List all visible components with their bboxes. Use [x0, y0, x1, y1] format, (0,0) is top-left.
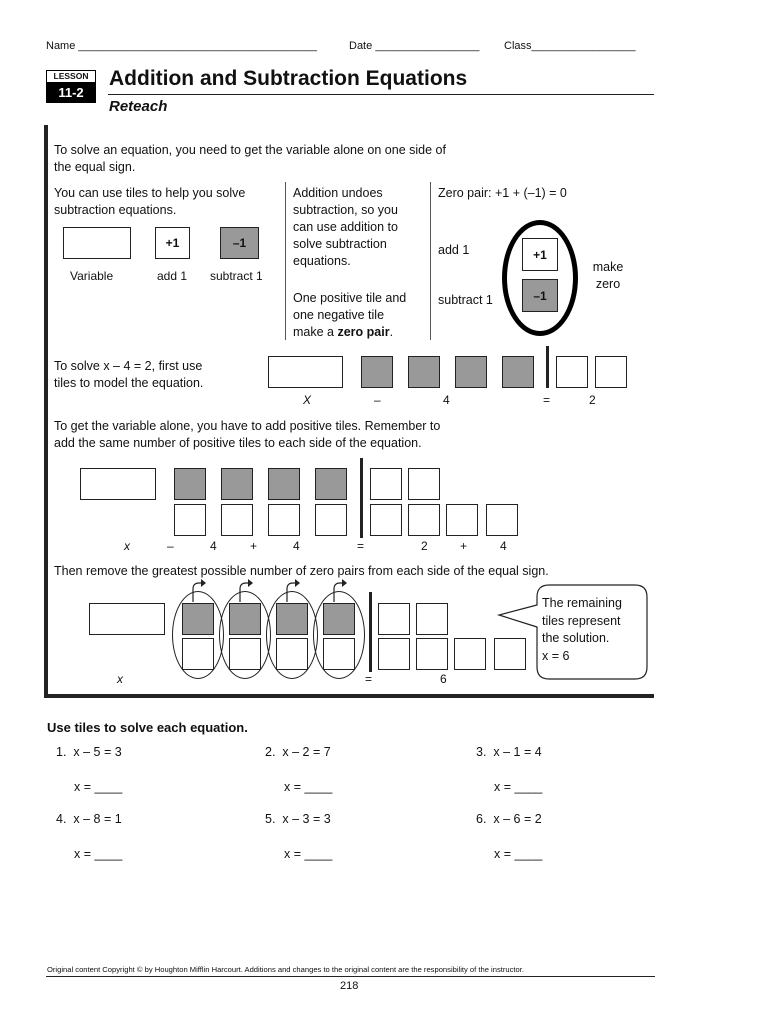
variable-label: Variable: [70, 269, 114, 283]
variable-tile: [63, 227, 131, 259]
box-bottom-border: [44, 694, 654, 698]
zero-pair-equation: Zero pair: +1 + (–1) = 0: [438, 186, 567, 200]
negative-tile: [174, 468, 206, 500]
step1-label: –: [374, 393, 381, 407]
page-title: Addition and Subtraction Equations: [109, 67, 468, 90]
tiles-explanation: You can use tiles to help you solve subtraction equations.: [54, 186, 246, 217]
step2-label: x: [124, 539, 130, 553]
zero-pair-text: One positive tile and one negative tile make a zero pair.: [293, 291, 407, 339]
box-left-border: [44, 125, 48, 697]
column-divider: [430, 182, 431, 340]
callout-text: The remaining tiles represent the solution. x = 6: [542, 596, 622, 663]
negative-tile: –1: [522, 279, 558, 312]
step2-text: To get the variable alone, you have to add positive tiles. Remember to add the same number of positive tiles to each side of the equation.: [54, 419, 441, 450]
step1-label: 4: [443, 393, 450, 407]
answer-blank[interactable]: x = ____: [284, 780, 333, 794]
step2-label: +: [460, 539, 468, 553]
positive-tile: [315, 504, 347, 536]
class-line: Class_________________: [504, 40, 636, 52]
column-divider: [285, 182, 286, 340]
variable-tile: [89, 603, 165, 635]
positive-tile: [408, 504, 440, 536]
positive-tile: [416, 603, 448, 635]
positive-tile: [556, 356, 588, 388]
title-rule: [108, 94, 654, 95]
positive-tile: [454, 638, 486, 670]
answer-blank[interactable]: x = ____: [494, 780, 543, 794]
equal-bar: [369, 592, 372, 672]
step1-text: To solve x – 4 = 2, first use tiles to model the equation.: [54, 359, 204, 390]
zero-pair-circle: [313, 591, 365, 679]
step2-label: +: [250, 539, 258, 553]
exercise-item: 5. x – 3 = 3: [265, 812, 331, 826]
exercise-item: 6. x – 6 = 2: [476, 812, 542, 826]
step2-label: 4: [500, 539, 507, 553]
exercise-item: 1. x – 5 = 3: [56, 745, 122, 759]
intro-text: To solve an equation, you need to get the variable alone on one side of the equal sign.: [54, 143, 446, 174]
step3-text: Then remove the greatest possible number of zero pairs from each side of the equal sign.: [54, 564, 549, 578]
zero-pair-circle: [219, 591, 271, 679]
step1-label: X: [303, 393, 312, 407]
positive-tile: +1: [155, 227, 190, 259]
positive-tile: [370, 504, 402, 536]
positive-tile: [268, 504, 300, 536]
exercise-item: 3. x – 1 = 4: [476, 745, 542, 759]
equal-bar: [360, 458, 363, 538]
step2-label: 4: [293, 539, 300, 553]
zero-pair-circle: [172, 591, 224, 679]
negative-tile: [408, 356, 440, 388]
copyright-notice: Original content Copyright © by Houghton Mifflin Harcourt. Additions and changes to the original content are the responsibility of the instructor.: [47, 965, 524, 974]
positive-tile: [595, 356, 627, 388]
footer-rule: [46, 976, 655, 977]
step1-label: 2: [589, 393, 596, 407]
variable-tile: [268, 356, 343, 388]
page-number: 218: [340, 980, 359, 992]
step2-label: –: [167, 539, 174, 553]
positive-tile: [378, 638, 410, 670]
positive-tile: +1: [522, 238, 558, 271]
answer-blank[interactable]: x = ____: [284, 847, 333, 861]
lesson-badge: LESSON 11-2: [46, 70, 96, 104]
positive-tile: [416, 638, 448, 670]
add-label: add 1: [438, 243, 470, 257]
exercises-heading: Use tiles to solve each equation.: [47, 720, 248, 735]
positive-tile: [221, 504, 253, 536]
answer-blank[interactable]: x = ____: [494, 847, 543, 861]
negative-tile: [361, 356, 393, 388]
step3-label: 6: [440, 672, 447, 686]
subtract-label: subtract 1: [210, 269, 263, 283]
step2-label: 4: [210, 539, 217, 553]
negative-tile: [268, 468, 300, 500]
equal-bar: [546, 346, 549, 388]
exercise-item: 2. x – 2 = 7: [265, 745, 331, 759]
make-zero-label: make zero: [592, 260, 624, 291]
add-label: add 1: [157, 269, 188, 283]
exercise-item: 4. x – 8 = 1: [56, 812, 122, 826]
step1-label: =: [543, 393, 551, 407]
answer-blank[interactable]: x = ____: [74, 847, 123, 861]
date-line: Date _________________: [349, 40, 480, 52]
addition-undoes-text: Addition undoes subtraction, so you can use addition to solve subtraction equations.: [293, 186, 398, 268]
positive-tile: [486, 504, 518, 536]
zero-pair-circle: [266, 591, 318, 679]
negative-tile: [315, 468, 347, 500]
step3-label: x: [117, 672, 123, 686]
positive-tile: [174, 504, 206, 536]
step2-label: 2: [421, 539, 428, 553]
negative-tile: [221, 468, 253, 500]
step3-label: =: [365, 672, 373, 686]
answer-blank[interactable]: x = ____: [74, 780, 123, 794]
negative-tile: [502, 356, 534, 388]
name-line: Name _______________________________________: [46, 40, 317, 52]
step2-label: =: [357, 539, 365, 553]
subtract-label: subtract 1: [438, 293, 493, 307]
page-subtitle: Reteach: [109, 98, 168, 115]
positive-tile: [370, 468, 402, 500]
positive-tile: [408, 468, 440, 500]
positive-tile: [378, 603, 410, 635]
positive-tile: [446, 504, 478, 536]
variable-tile: [80, 468, 156, 500]
negative-tile: [455, 356, 487, 388]
negative-tile: –1: [220, 227, 259, 259]
